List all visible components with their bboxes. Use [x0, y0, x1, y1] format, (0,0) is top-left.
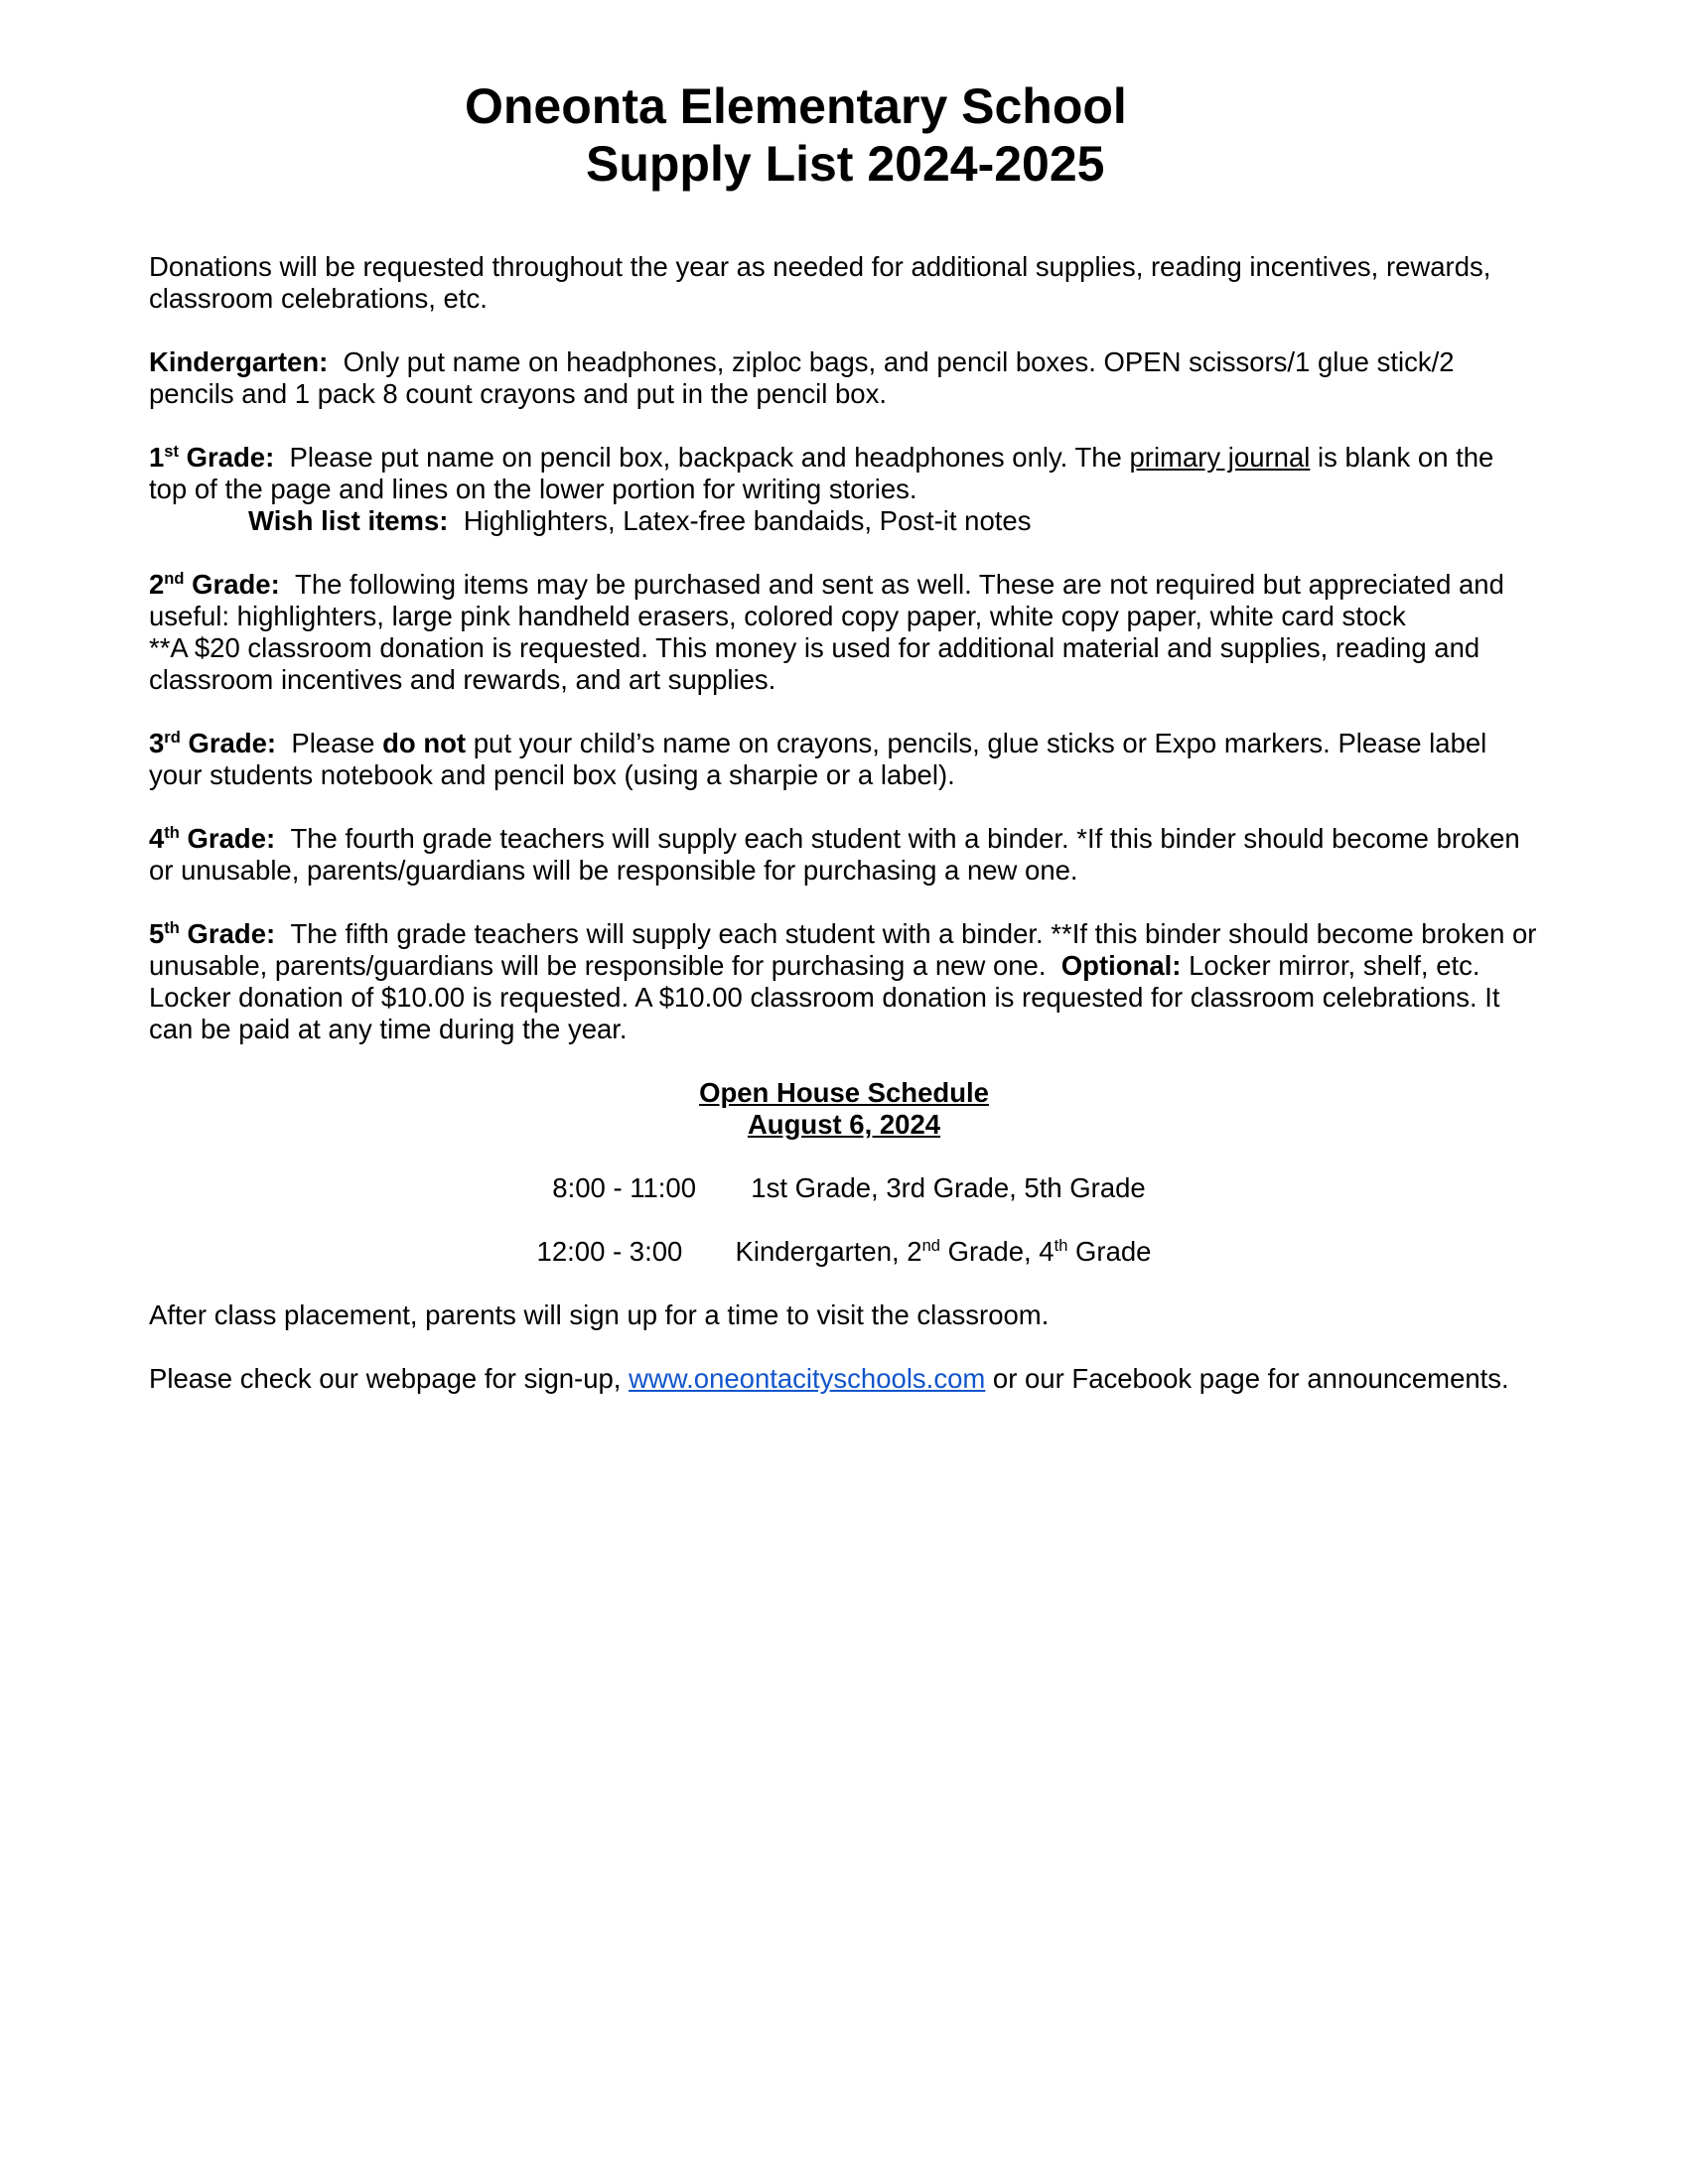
grade5-label: 5th Grade: — [149, 918, 276, 949]
grade3-text-after: put your child’s name on crayons, pencils, glue sticks or Expo markers. Please label your students notebook and pencil box (using a sharpie or a label). — [149, 728, 1487, 790]
wish-list-text: Highlighters, Latex-free bandaids, Post-it notes — [463, 505, 1032, 536]
schedule-time: 12:00 - 3:00 — [536, 1236, 683, 1267]
grade1-text-after: is blank on the top of the page and lines on the lower portion for writing stories. — [149, 442, 1494, 504]
page-title: Oneonta Elementary School — [465, 78, 1127, 134]
kindergarten-label: Kindergarten: — [149, 346, 329, 377]
wish-list — [149, 505, 1539, 537]
grade2-label: 2nd Grade: — [149, 569, 280, 600]
grade3-bold: do not — [382, 728, 467, 758]
grade1-label: 1st Grade: — [149, 442, 275, 473]
schedule-grades: Kindergarten, 2nd Grade, 4th Grade — [735, 1236, 1152, 1267]
schedule-heading: Open House Schedule — [699, 1077, 989, 1108]
grade5-text-before: The fifth grade teachers will supply each student with a binder. **If this binder should become broken or unusable, parents/guardians will be responsible for purchasing a new one. — [149, 918, 1537, 981]
primary-journal-term: primary journal — [1129, 442, 1311, 473]
schedule-date: August 6, 2024 — [747, 1109, 941, 1140]
school-website-link[interactable]: www.oneontacityschools.com — [629, 1363, 986, 1394]
grade2-section — [149, 569, 1539, 696]
grade4-label: 4th Grade: — [149, 823, 276, 854]
schedule-row — [149, 1172, 1539, 1204]
grade1-text-before: Please put name on pencil box, backpack and headphones only. The — [289, 442, 1122, 473]
grade5-section — [149, 918, 1539, 1045]
webpage-note — [149, 1363, 1539, 1395]
webpage-text-before: Please check our webpage for sign-up, — [149, 1363, 622, 1394]
grade4-text: The fourth grade teachers will supply each student with a binder. *If this binder should become broken or unusable, parents/guardians will be responsible for purchasing a new one. — [149, 823, 1520, 886]
wish-list-label: Wish list items: — [248, 505, 449, 536]
grade3-section — [149, 728, 1539, 791]
schedule-row — [149, 1236, 1539, 1268]
grade2-text: The following items may be purchased and sent as well. These are not required but appreciated and useful: highlighters, large pink handheld erasers, colored copy paper, white copy paper, white card stock — [149, 569, 1504, 631]
document-body — [149, 251, 1539, 1427]
grade3-text-before: Please — [291, 728, 375, 758]
kindergarten-text: Only put name on headphones, ziploc bags, and pencil boxes. OPEN scissors/1 glue stick/2 pencils and 1 pack 8 count crayons and put in the pencil box. — [149, 346, 1455, 409]
page-subtitle: Supply List 2024-2025 — [586, 136, 1105, 192]
grade3-label: 3rd Grade: — [149, 728, 277, 758]
kindergarten-section — [149, 346, 1539, 410]
open-house-schedule — [149, 1077, 1539, 1141]
intro-paragraph: Donations will be requested throughout the year as needed for additional supplies, reading incentives, rewards, classroom celebrations, etc. — [149, 251, 1491, 314]
after-placement-note: After class placement, parents will sign up for a time to visit the classroom. — [149, 1299, 1050, 1330]
grade2-donation: **A $20 classroom donation is requested. This money is used for additional material and supplies, reading and classroom incentives and rewards, and art supplies. — [149, 632, 1480, 695]
optional-label: Optional: — [1060, 950, 1182, 981]
schedule-grades: 1st Grade, 3rd Grade, 5th Grade — [751, 1172, 1146, 1203]
grade1-section — [149, 442, 1539, 537]
webpage-text-after: or our Facebook page for announcements. — [992, 1363, 1509, 1394]
grade5-text-after: Locker mirror, shelf, etc. Locker donation of $10.00 is requested. A $10.00 classroom donation is requested for classroom celebrations. It can be paid at any time during the year. — [149, 950, 1500, 1044]
schedule-time: 8:00 - 11:00 — [552, 1172, 697, 1203]
grade4-section — [149, 823, 1539, 887]
